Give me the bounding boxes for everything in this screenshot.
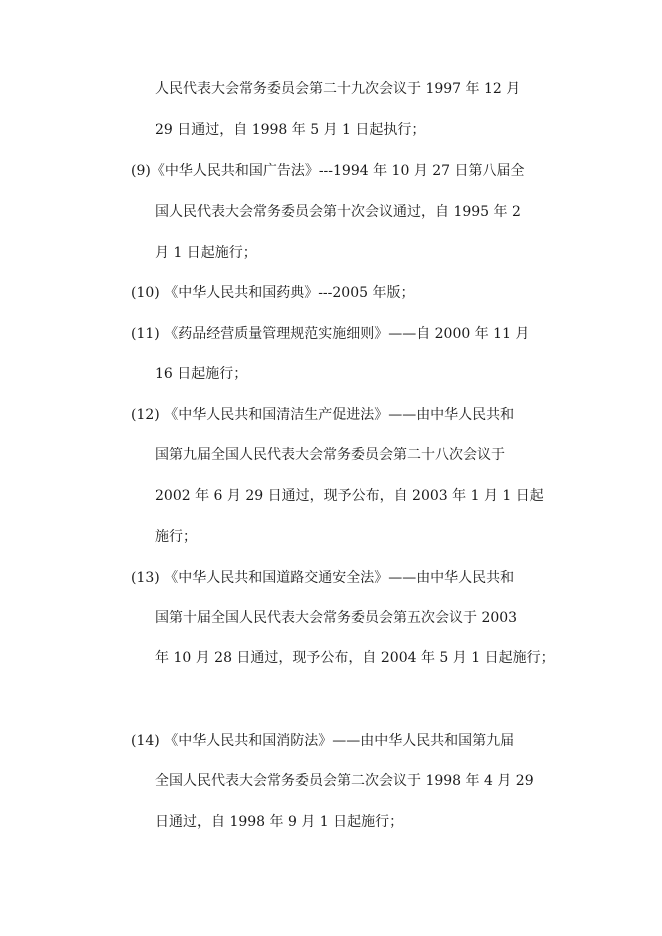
text-line-18: 日通过，自 1998 年 9 月 1 日起施行；	[155, 814, 404, 830]
text-line-15: 年 10 月 28 日通过，现予公布，自 2004 年 5 月 1 日起施行；	[155, 650, 555, 666]
text-line-16: (14) 《中华人民共和国消防法》——由中华人民共和国第九届	[131, 733, 515, 749]
text-line-17: 全国人民代表大会常务委员会第二次会议于 1998 年 4 月 29	[155, 773, 534, 789]
text-line-2: 29 日通过，自 1998 年 5 月 1 日起执行；	[155, 122, 426, 138]
text-line-3: (9)《中华人民共和国广告法》---1994 年 10 月 27 日第八届全	[131, 163, 525, 179]
text-line-12: 施行；	[155, 529, 197, 545]
text-line-7: (11) 《药品经营质量管理规范实施细则》——自 2000 年 11 月	[131, 326, 530, 342]
text-line-14: 国第十届全国人民代表大会常务委员会第五次会议于 2003	[155, 610, 518, 626]
text-line-1: 人民代表大会常务委员会第二十九次会议于 1997 年 12 月	[155, 81, 521, 97]
text-line-6: (10) 《中华人民共和国药典》---2005 年版；	[131, 285, 415, 301]
text-line-5: 月 1 日起施行；	[155, 245, 257, 261]
text-line-13: (13) 《中华人民共和国道路交通安全法》——由中华人民共和	[131, 570, 515, 586]
text-line-9: (12) 《中华人民共和国清洁生产促进法》——由中华人民共和	[131, 407, 515, 423]
text-line-11: 2002 年 6 月 29 日通过，现予公布，自 2003 年 1 月 1 日起	[155, 488, 544, 504]
text-line-4: 国人民代表大会常务委员会第十次会议通过，自 1995 年 2	[155, 204, 521, 220]
text-line-8: 16 日起施行；	[155, 366, 248, 382]
text-line-10: 国第九届全国人民代表大会常务委员会第二十八次会议于	[155, 447, 505, 463]
